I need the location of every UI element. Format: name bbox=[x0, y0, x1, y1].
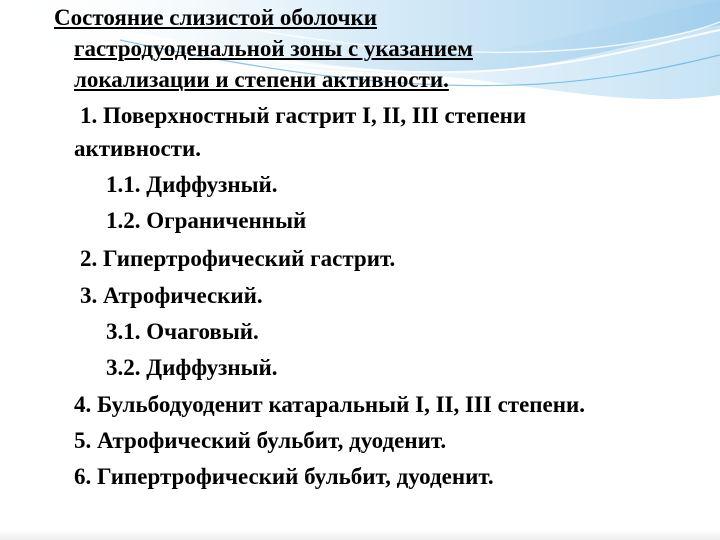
list-item-5: 5. Атрофический бульбит, дуоденит. bbox=[74, 428, 447, 453]
list-item-1-1: 1.1. Диффузный. bbox=[106, 172, 278, 197]
list-item-1: 1. Поверхностный гастрит I, II, III степени bbox=[80, 103, 527, 128]
list-item-3-2: 3.2. Диффузный. bbox=[106, 355, 278, 380]
list-item-6: 6. Гипертрофический бульбит, дуоденит. bbox=[74, 464, 494, 489]
title-line-1: Состояние слизистой оболочки bbox=[54, 5, 378, 30]
list-item-2: 2. Гипертрофический гастрит. bbox=[80, 246, 396, 271]
list-item-4: 4. Бульбодуоденит катаральный I, II, III степени. bbox=[74, 392, 585, 417]
title-line-2: гастродуоденальной зоны с указанием bbox=[74, 36, 473, 61]
title-line-3: локализации и степени активности. bbox=[74, 67, 449, 92]
list-item-3-1: 3.1. Очаговый. bbox=[106, 319, 259, 344]
list-item-1-cont: активности. bbox=[74, 136, 201, 161]
bottom-shade bbox=[0, 530, 720, 540]
list-item-3: 3. Атрофический. bbox=[80, 283, 263, 308]
list-item-1-2: 1.2. Ограниченный bbox=[106, 208, 307, 233]
